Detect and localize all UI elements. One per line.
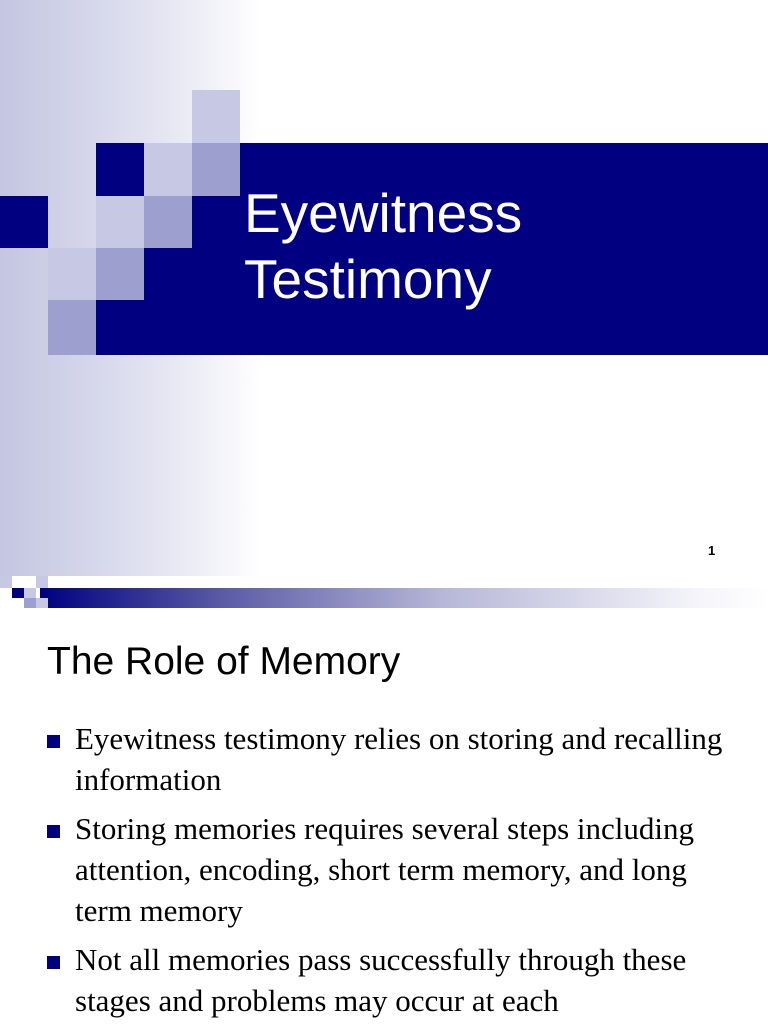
slide-number: 1	[708, 543, 716, 558]
bullet-item	[47, 939, 747, 1021]
bullet-item	[47, 808, 747, 931]
decorative-square	[48, 300, 96, 355]
decorative-square	[12, 576, 24, 588]
decorative-square	[192, 90, 240, 143]
decorative-square	[36, 598, 48, 608]
title-line: Eyewitness	[244, 182, 523, 244]
decorative-square	[12, 588, 24, 598]
bullet-list	[47, 718, 747, 1024]
decorative-square	[48, 248, 96, 300]
decorative-square	[144, 143, 192, 196]
bullet-text: Storing memories requires several steps including attention, encoding, short term memory, and long term memory	[75, 811, 695, 928]
bullet-text: Not all memories pass successfully through these stages and problems may occur at each	[75, 942, 687, 1018]
header-gradient-bar	[40, 588, 768, 608]
slide-title	[244, 180, 522, 312]
decorative-square	[24, 598, 36, 608]
decorative-square	[144, 196, 192, 248]
bullet-text: Eyewitness testimony relies on storing and recalling information	[75, 721, 723, 797]
bullet-item	[47, 718, 747, 800]
square-bullet-icon	[47, 825, 60, 838]
slide-heading: The Role of Memory	[47, 640, 401, 683]
decorative-square	[192, 143, 240, 196]
decorative-square	[96, 248, 144, 300]
accent-bar	[0, 196, 48, 248]
square-bullet-icon	[47, 956, 60, 969]
square-bullet-icon	[47, 735, 60, 748]
decorative-square	[36, 576, 48, 588]
title-line: Testimony	[244, 248, 492, 310]
content-slide	[0, 576, 768, 1024]
decorative-square	[0, 576, 12, 588]
decorative-square	[24, 588, 36, 598]
decorative-square	[96, 196, 144, 248]
